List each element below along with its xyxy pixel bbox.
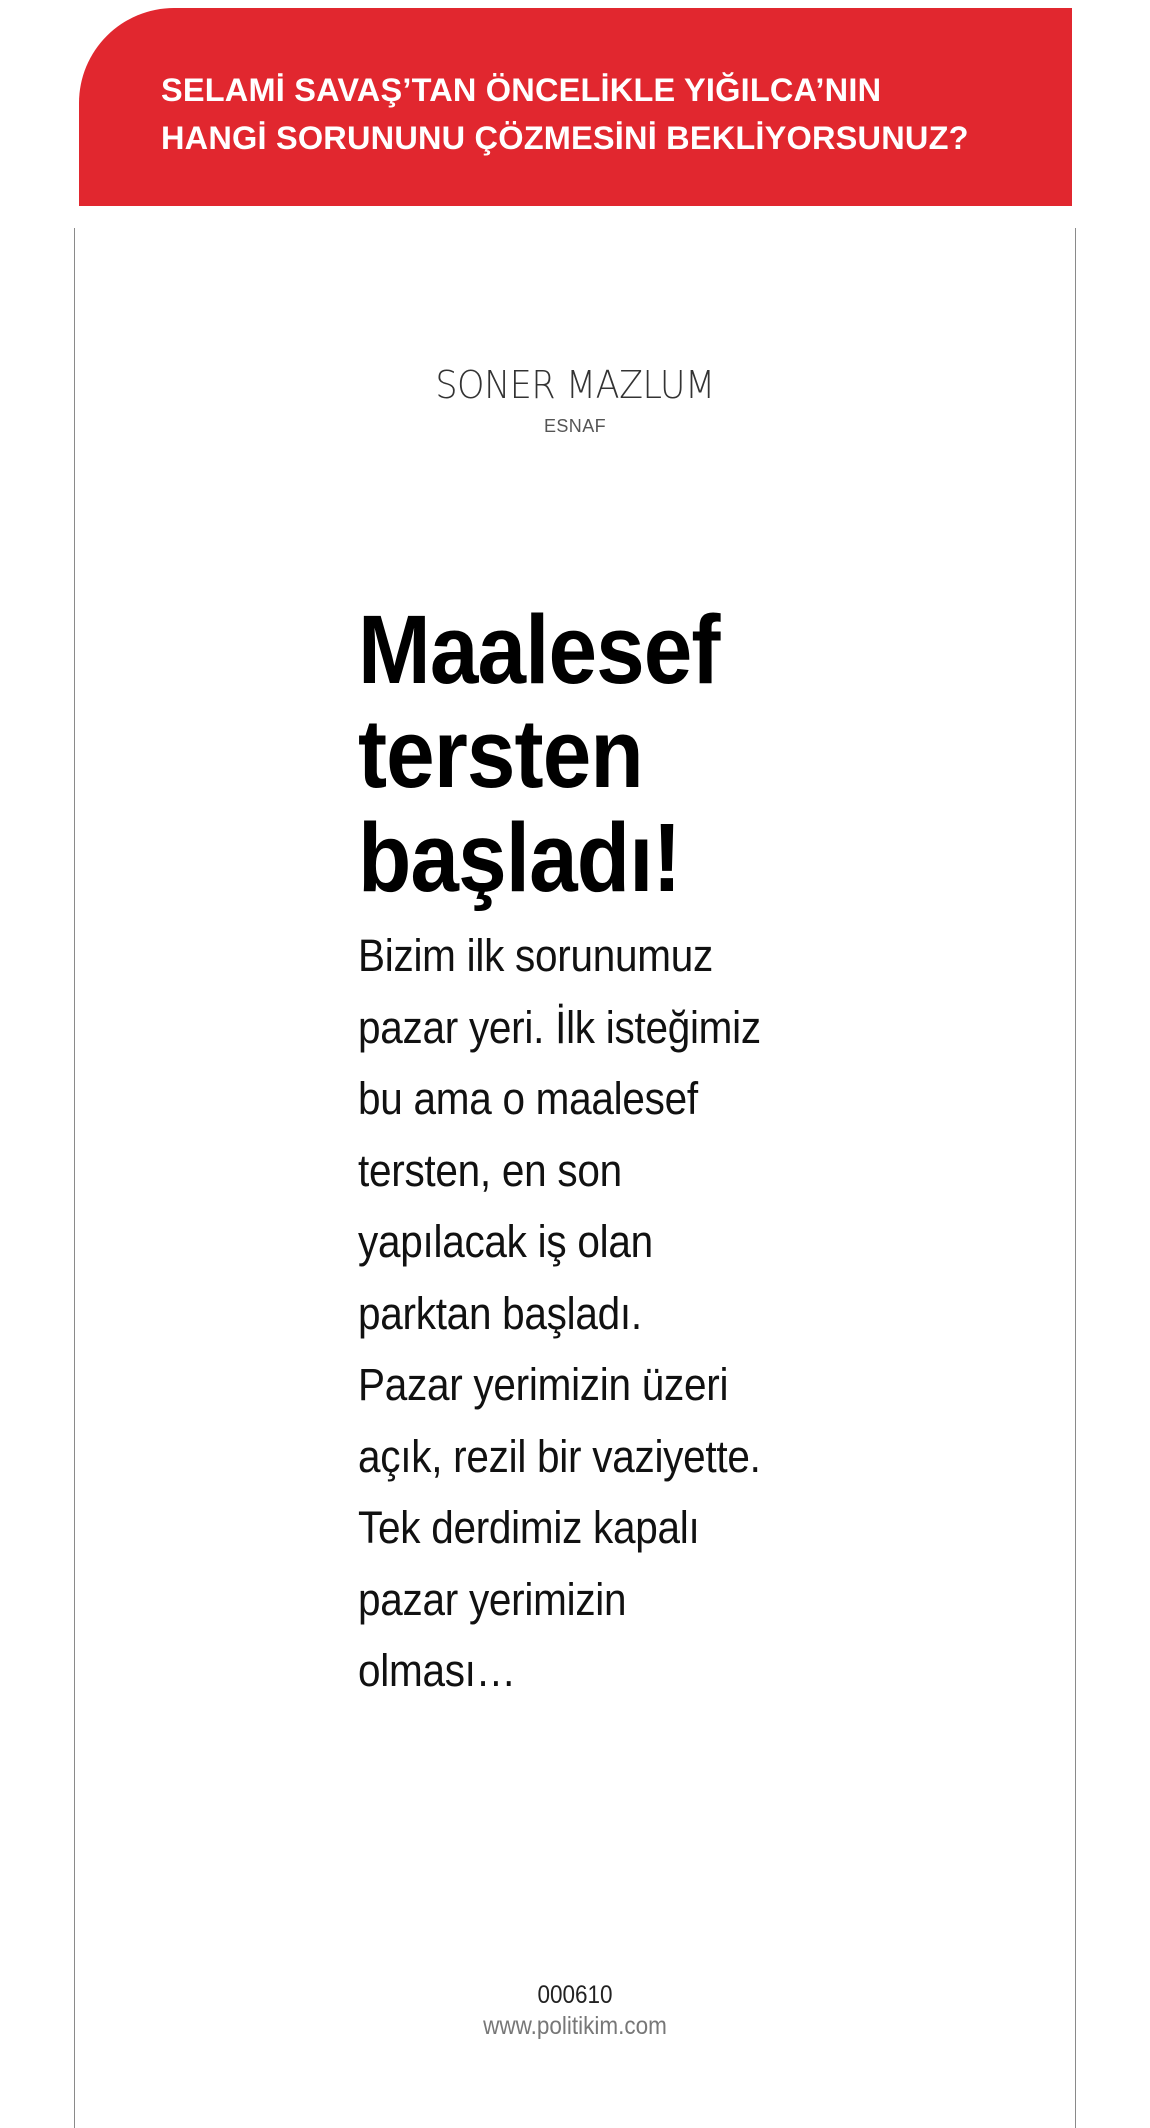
body-line: açık, rezil bir vaziyette. xyxy=(358,1430,761,1482)
question-line: HANGİ SORUNUNU ÇÖZMESİNİ BEKLİYORSUNUZ? xyxy=(161,120,969,156)
body-line: Pazar yerimizin üzeri xyxy=(358,1359,729,1410)
author-role: ESNAF xyxy=(543,416,606,436)
website-url: www.politikim.com xyxy=(483,2012,667,2040)
body-line: pazar yerimizin xyxy=(358,1573,627,1625)
question-line: SELAMİ SAVAŞ’TAN ÖNCELİKLE YIĞILCA’NIN xyxy=(161,72,882,108)
body-line: Tek derdimiz kapalı xyxy=(358,1502,700,1553)
headline-line: Maalesef xyxy=(358,595,720,704)
body-line: Bizim ilk sorunumuz xyxy=(358,930,713,981)
headline-line: tersten xyxy=(358,699,643,808)
question-banner xyxy=(79,8,1072,206)
article xyxy=(358,595,878,1707)
headline-line: başladı! xyxy=(358,803,681,912)
body-line: yapılacak iş olan xyxy=(358,1216,653,1267)
page-code: 000610 xyxy=(537,1981,613,2009)
footer xyxy=(0,1980,1150,2042)
body-line: bu ama o maalesef xyxy=(358,1073,698,1124)
author-name: SONER MAZLUM xyxy=(435,363,715,407)
byline xyxy=(0,360,1150,437)
body-line: pazar yeri. İlk isteğimiz xyxy=(358,1001,761,1053)
body-line: tersten, en son xyxy=(358,1144,622,1196)
body-line: parktan başladı. xyxy=(358,1287,642,1339)
body-line: olması… xyxy=(358,1645,516,1696)
headline xyxy=(358,595,878,912)
article-body xyxy=(358,920,878,1707)
